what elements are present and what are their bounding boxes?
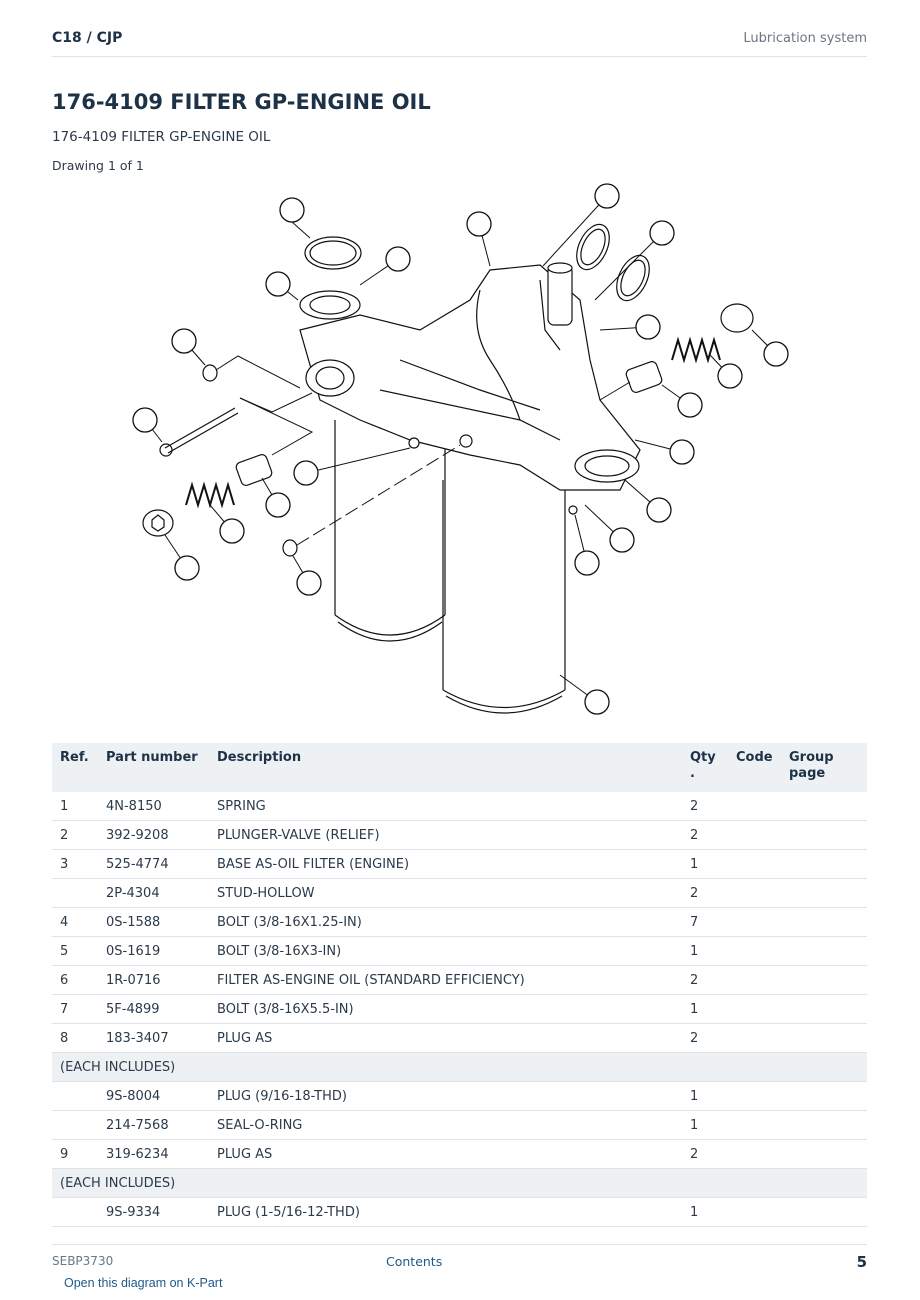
group-row: (EACH INCLUDES) — [52, 1169, 867, 1198]
page-number: 5 — [856, 1253, 867, 1271]
table-row: 9S-8004 PLUG (9/16-18-THD) 1 — [52, 1082, 867, 1111]
plug-right — [721, 304, 753, 332]
parts-table-header — [52, 743, 867, 792]
small-plug-left — [203, 365, 217, 381]
plunger-right — [625, 360, 663, 393]
exploded-parts-diagram — [120, 180, 800, 720]
long-bolt — [165, 408, 235, 448]
col-code-header: Code — [728, 743, 781, 792]
kpart-link[interactable]: Open this diagram on K-Part — [64, 1276, 223, 1290]
table-row: 6 1R-0716 FILTER AS-ENGINE OIL (STANDARD EFFICIENCY) 2 — [52, 966, 867, 995]
filter-canister-right — [443, 480, 565, 713]
table-row: 7 5F-4899 BOLT (3/8-16X5.5-IN) 1 — [52, 995, 867, 1024]
plug-left — [143, 510, 173, 536]
col-qty-header: Qty . — [682, 743, 728, 792]
table-row: 9 319-6234 PLUG AS 2 — [52, 1140, 867, 1169]
col-part-header: Part number — [98, 743, 209, 792]
plunger-left — [235, 453, 273, 486]
model-label: C18 / CJP — [52, 30, 123, 46]
table-row: 214-7568 SEAL-O-RING 1 — [52, 1111, 867, 1140]
spring-right — [672, 340, 720, 360]
table-row: 8 183-3407 PLUG AS 2 — [52, 1024, 867, 1053]
o-ring-right-1 — [570, 219, 616, 274]
table-row: 2 392-9208 PLUNGER-VALVE (RELIEF) 2 — [52, 821, 867, 850]
page-footer — [52, 1244, 867, 1275]
col-desc-header: Description — [209, 743, 682, 792]
table-row: 4 0S-1588 BOLT (3/8-16X1.25-IN) 7 — [52, 908, 867, 937]
contents-link[interactable]: Contents — [386, 1254, 443, 1269]
table-row: 5 0S-1619 BOLT (3/8-16X3-IN) 1 — [52, 937, 867, 966]
table-row: 9S-9334 PLUG (1-5/16-12-THD) 1 — [52, 1198, 867, 1227]
section-label: Lubrication system — [743, 31, 867, 46]
group-row: (EACH INCLUDES) — [52, 1053, 867, 1082]
spring-left — [186, 485, 234, 505]
small-plug-bottom — [283, 540, 297, 556]
col-ref-header: Ref. — [52, 743, 98, 792]
page-header — [52, 28, 867, 57]
drawing-label: Drawing 1 of 1 — [52, 158, 144, 173]
page-subtitle: 176-4109 FILTER GP-ENGINE OIL — [52, 129, 271, 145]
parts-table — [52, 743, 867, 1227]
o-ring-top — [305, 237, 361, 269]
table-row: 1 4N-8150 SPRING 2 — [52, 792, 867, 821]
table-row: 2P-4304 STUD-HOLLOW 2 — [52, 879, 867, 908]
page-title: 176-4109 FILTER GP-ENGINE OIL — [52, 90, 431, 114]
document-number: SEBP3730 — [52, 1254, 114, 1268]
filter-base — [300, 263, 640, 514]
table-row: 3 525-4774 BASE AS-OIL FILTER (ENGINE) 1 — [52, 850, 867, 879]
col-group-header: Group page — [781, 743, 867, 792]
